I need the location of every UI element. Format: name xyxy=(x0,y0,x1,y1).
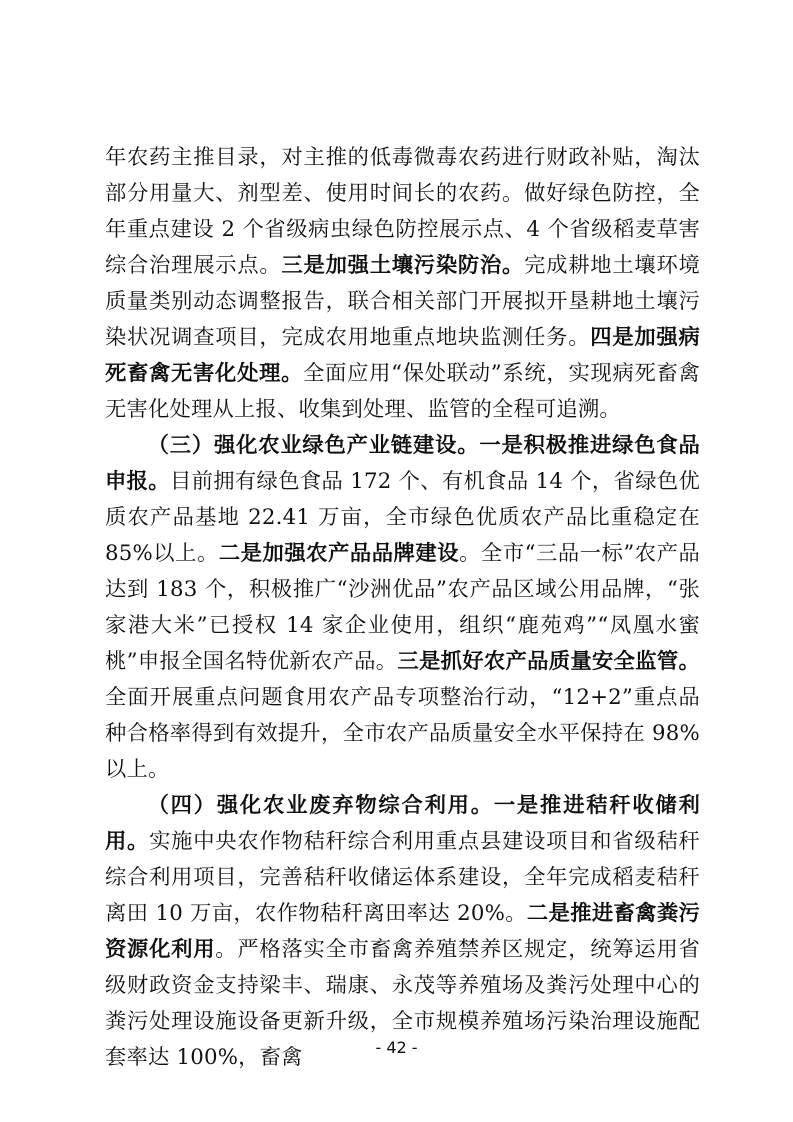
body-text: 实施中央农作物秸秆综合利用重点县建设项目和省级秸秆综合利用项目，完善秸秆收储运体系建设，全年完成稻麦秸秆离田 10 万亩，农作物秸秆离田率达 20%。 xyxy=(105,829,700,926)
body-text: 年农药主推目录，对主推的低毒微毒农药进行财政补贴，淘汰部分用量大、剂型差、使用时间长的农药。做好绿色防控，全年重点建设 2 个省级病虫绿色防控展示点、4 个省级稻麦草害综合治理展示点。 xyxy=(105,145,700,278)
body-text: 目前拥有绿色食品 172 个、有机食品 14 个，省绿色优质农产品基地 22.41 万亩，全市绿色优质农产品比重稳定在 85%以上。 xyxy=(105,469,700,566)
paragraph xyxy=(105,140,700,428)
page-number: - 42 - xyxy=(375,1038,418,1057)
emphasis-text: 四是加强病死畜禽无害化处理。 xyxy=(105,325,700,386)
paragraph xyxy=(105,428,700,788)
emphasis-text: 一是推进秸秆收储利用。 xyxy=(105,793,700,854)
body-text: 全面应用“保处联动”系统，实现病死畜禽无害化处理从上报、收集到处理、监管的全程可追溯。 xyxy=(105,361,700,422)
document-body xyxy=(105,140,700,1076)
emphasis-text: 二是推进畜禽粪污资源化利用 xyxy=(105,901,700,962)
body-text: 。全市“三品一标”农产品达到 183 个，积极推广“沙洲优品”农产品区域公用品牌，“张家港大米”已授权 14 家企业使用，组织“鹿苑鸡”“凤凰水蜜桃”申报全国名特优新农产品。 xyxy=(105,541,700,674)
emphasis-text: 一是积极推进绿色食品申报。 xyxy=(105,433,700,494)
emphasis-text: 三是抓好农产品质量安全监管。 xyxy=(397,649,700,674)
paragraph xyxy=(105,788,700,1076)
emphasis-text: 二是加强农产品品牌建设 xyxy=(218,541,460,566)
body-text: 。严格落实全市畜禽养殖禁养区规定，统筹运用省级财政资金支持梁丰、瑞康、永茂等养殖场及粪污处理中心的粪污处理设施设备更新升级，全市规模养殖场污染治理设施配套率达 100%，畜禽 xyxy=(105,937,700,1070)
body-text: 全面开展重点问题食用农产品专项整治行动，“12+2”重点品种合格率得到有效提升，全市农产品质量安全水平保持在 98%以上。 xyxy=(105,685,700,782)
section-heading: （四）强化农业废弃物综合利用。 xyxy=(147,793,494,818)
emphasis-text: 三是加强土壤污染防治。 xyxy=(281,253,525,278)
section-heading: （三）强化农业绿色产业链建设。 xyxy=(147,433,480,458)
body-text: 完成耕地土壤环境质量类别动态调整报告，联合相关部门开展拟开垦耕地土壤污染状况调查项目，完成农用地重点地块监测任务。 xyxy=(105,253,701,350)
